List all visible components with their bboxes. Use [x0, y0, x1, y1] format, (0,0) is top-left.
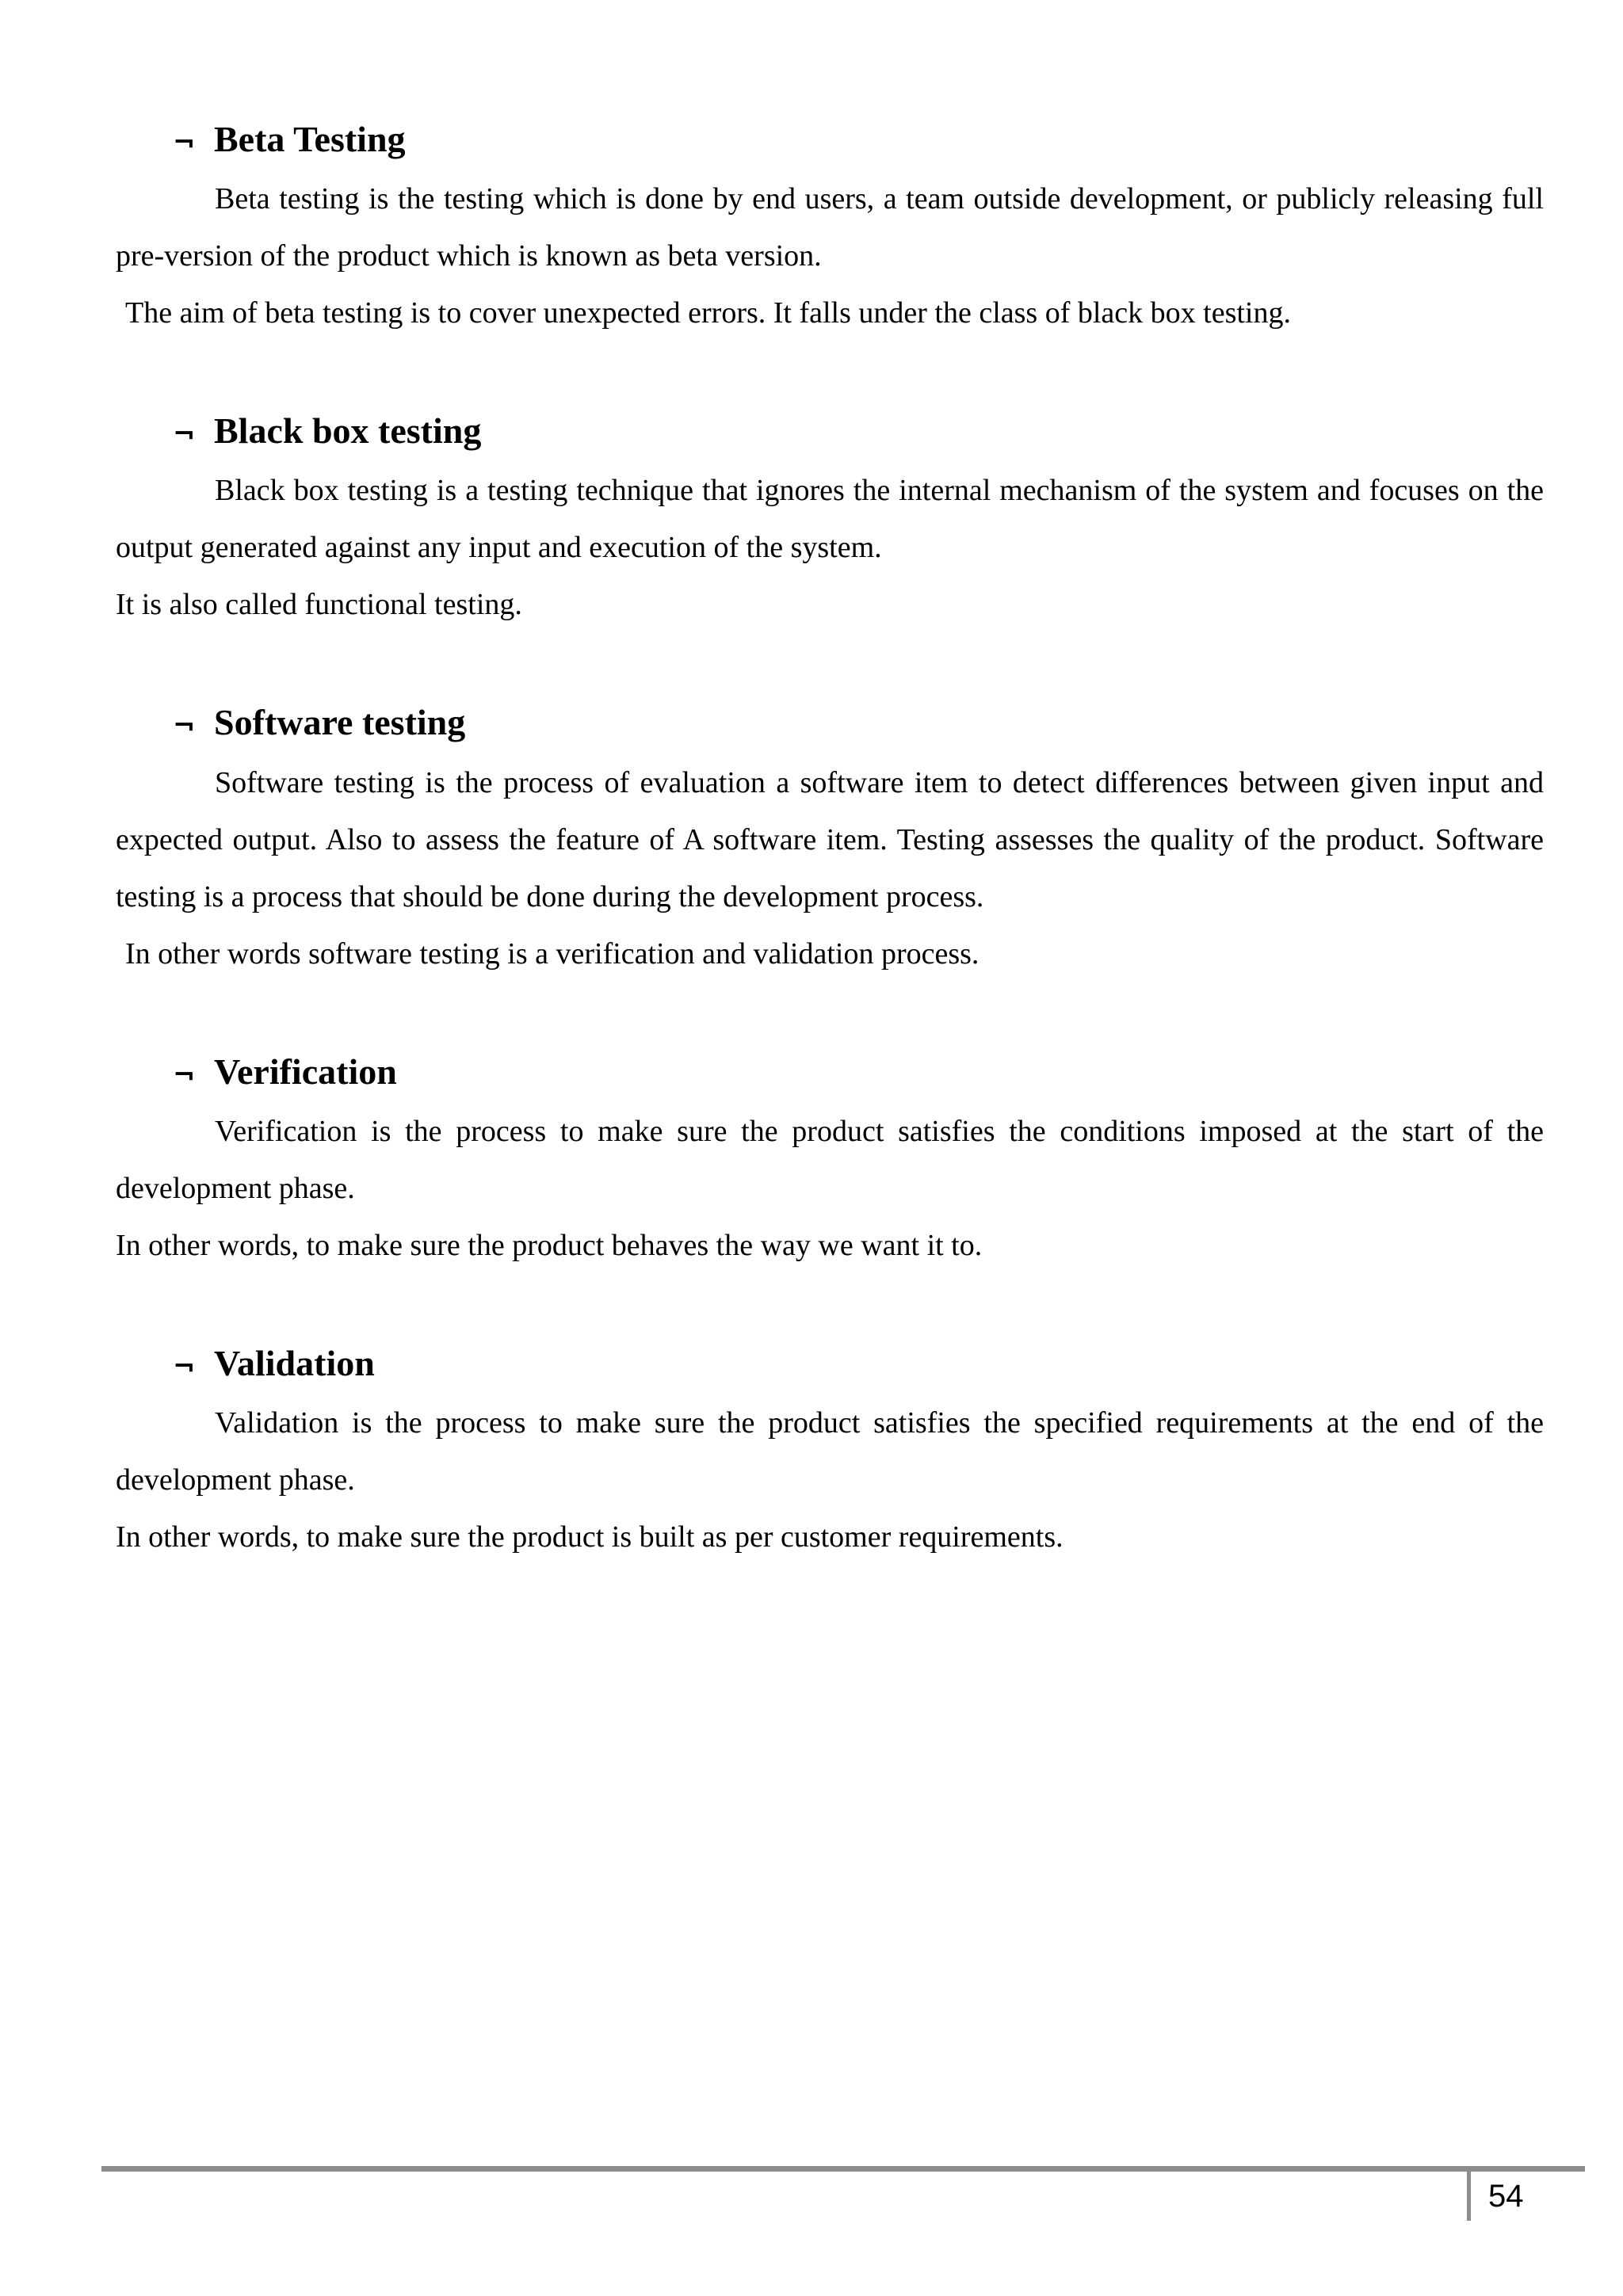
section-software-testing	[116, 700, 1544, 982]
section-validation	[116, 1341, 1544, 1566]
section-heading	[116, 1050, 1544, 1093]
paragraph: In other words, to make sure the product behaves the way we want it to.	[116, 1228, 983, 1262]
not-sign-bullet-icon: ¬	[173, 1350, 196, 1383]
heading-verification: Verification	[214, 1051, 397, 1092]
page-number-box	[1467, 2172, 1568, 2221]
not-sign-bullet-icon: ¬	[173, 710, 196, 742]
paragraph: Software testing is the process of evaluation a software item to detect differences between given input and expected output. Also to assess the feature of A software item. Testing assesses the quality of the product. Software testing is a process that should be done during the development process.	[116, 765, 1544, 913]
not-sign-bullet-icon: ¬	[173, 418, 196, 451]
heading-validation: Validation	[214, 1342, 375, 1383]
not-sign-bullet-icon: ¬	[173, 127, 196, 158]
section-beta-testing	[116, 117, 1544, 341]
section-black-box-testing	[116, 409, 1544, 633]
paragraph: Validation is the process to make sure the product satisfies the specified requirements at the end of the development phase.	[116, 1405, 1544, 1497]
not-sign-bullet-icon: ¬	[173, 1058, 196, 1091]
paragraph: The aim of beta testing is to cover unexpected errors. It falls under the class of black box testing.	[125, 296, 1291, 330]
page-content	[116, 117, 1544, 1633]
heading-software-testing: Software testing	[214, 702, 466, 743]
page-number: 54	[1488, 2178, 1524, 2214]
heading-black-box-testing: Black box testing	[214, 410, 482, 452]
heading-beta-testing: Beta Testing	[214, 119, 406, 159]
paragraph: Black box testing is a testing technique that ignores the internal mechanism of the system and focuses on the output generated against any input and execution of the system.	[116, 474, 1544, 565]
section-heading	[116, 1341, 1544, 1385]
section-heading	[116, 117, 1544, 161]
section-verification	[116, 1050, 1544, 1274]
paragraph: In other words software testing is a verification and validation process.	[125, 936, 980, 971]
footer-rule	[101, 2166, 1585, 2172]
paragraph: Verification is the process to make sure the product satisfies the conditions imposed at the start of the development phase.	[116, 1114, 1544, 1205]
section-heading	[116, 700, 1544, 744]
section-heading	[116, 409, 1544, 452]
paragraph: In other words, to make sure the product is built as per customer requirements.	[116, 1520, 1064, 1554]
paragraph: Beta testing is the testing which is done by end users, a team outside development, or publicly releasing full pre-version of the product which is known as beta version.	[116, 182, 1544, 273]
paragraph: It is also called functional testing.	[116, 588, 522, 622]
